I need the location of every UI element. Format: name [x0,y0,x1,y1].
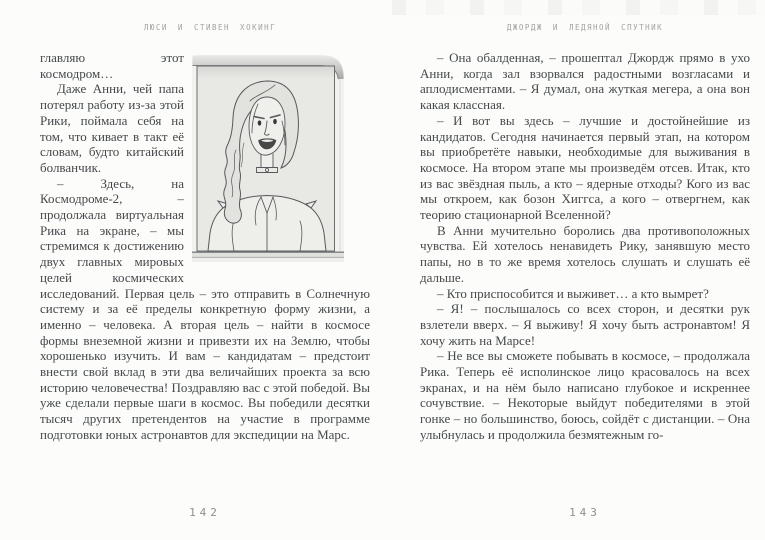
paragraph: главляю этот космодром… [40,50,184,81]
paragraph: – Она обалденная, – прошептал Джордж прямо в ухо Анни, когда зал взорвался радостными возгласами и аплодисментами. – Я думал, она жуткая мегера, а она вон какая классная. [420,50,750,113]
running-header-left: ЛЮСИ И СТИВЕН ХОКИНГ [143,23,277,32]
running-header-right: ДЖОРДЖ И ЛЕДЯНОЙ СПУТНИК [506,23,664,32]
paragraph: – Не все вы сможете побывать в космосе, – продолжала Рика. Теперь её исполинское лицо красовалось на всех экранах, и на нём было написано глубокое и искреннее сочувствие. – Некоторые выйдут победителями в этой гонке – но большинство, боюсь, сойдёт с дистанции. – Она улыбнулась и продолжила безмятежным го- [420,348,750,442]
paragraph: – Кто приспособится и выживет… а кто вымрет? [437,285,709,301]
paragraph: – И вот вы здесь – лучшие и достойнейшие из кандидатов. Сегодня начинается первый этап, на котором вы приобретёте навыки, необходимые для выживания в космосе. На втором этапе мы произведём отсев. Итак, кто из вас звёздная пыль, а кто – ядерные отходы? Кого из вас мы откроем, как бозон Хиггса, а кого – отвергнем, как теорию стационарной Вселенной? [420,112,750,223]
paragraph: – Я! – послышалось со всех сторон, и десятки рук взлетели вверх. – Я выживу! Я хочу быть астронавтом! Я хочу жить на Марсе! [420,301,750,348]
page-number-right: 143 [569,506,601,519]
paragraph: – Здесь, на Космодроме-2, – продолжала виртуальная Рика на экране, – мы стремимся к достижению двух главных мировых целей космических исследований. Первая цель – это отправить в Солнечную систему и за её пределы конкретную форму жизни, а именно – человека. А вторая цель – найти в космосе формы внеземной жизни и привезти их на Землю, чтобы хорошенько изучить. И вам – кандидатам – предстоит внести свой вклад в эти два величайших проекта за всю историю человечества! Поздравляю вас с этой победой. Вы уже сделали первые шаги в космос. Вы победили десятки тысяч других претендентов на участие в программе подготовки юных астронавтов для экспедиции на Марс. [40,175,370,442]
rika-on-screen-sketch [192,55,346,270]
page-number-left: 142 [189,506,221,519]
right-page-body [420,50,750,443]
paragraph: В Анни мучительно боролись два противоположных чувства. Ей хотелось ненавидеть Рику, занявшую место папы, но в то же время хотелось слушать и слушать её дальше. [420,222,750,285]
left-page-body [40,50,370,443]
paragraph: Даже Анни, чей папа потерял работу из-за этой Рики, поймала себя на том, что кивает в такт её словам, будто китайский болванчик. [40,81,184,175]
illustration-figure [192,55,370,277]
scan-noise-strip [392,0,765,15]
